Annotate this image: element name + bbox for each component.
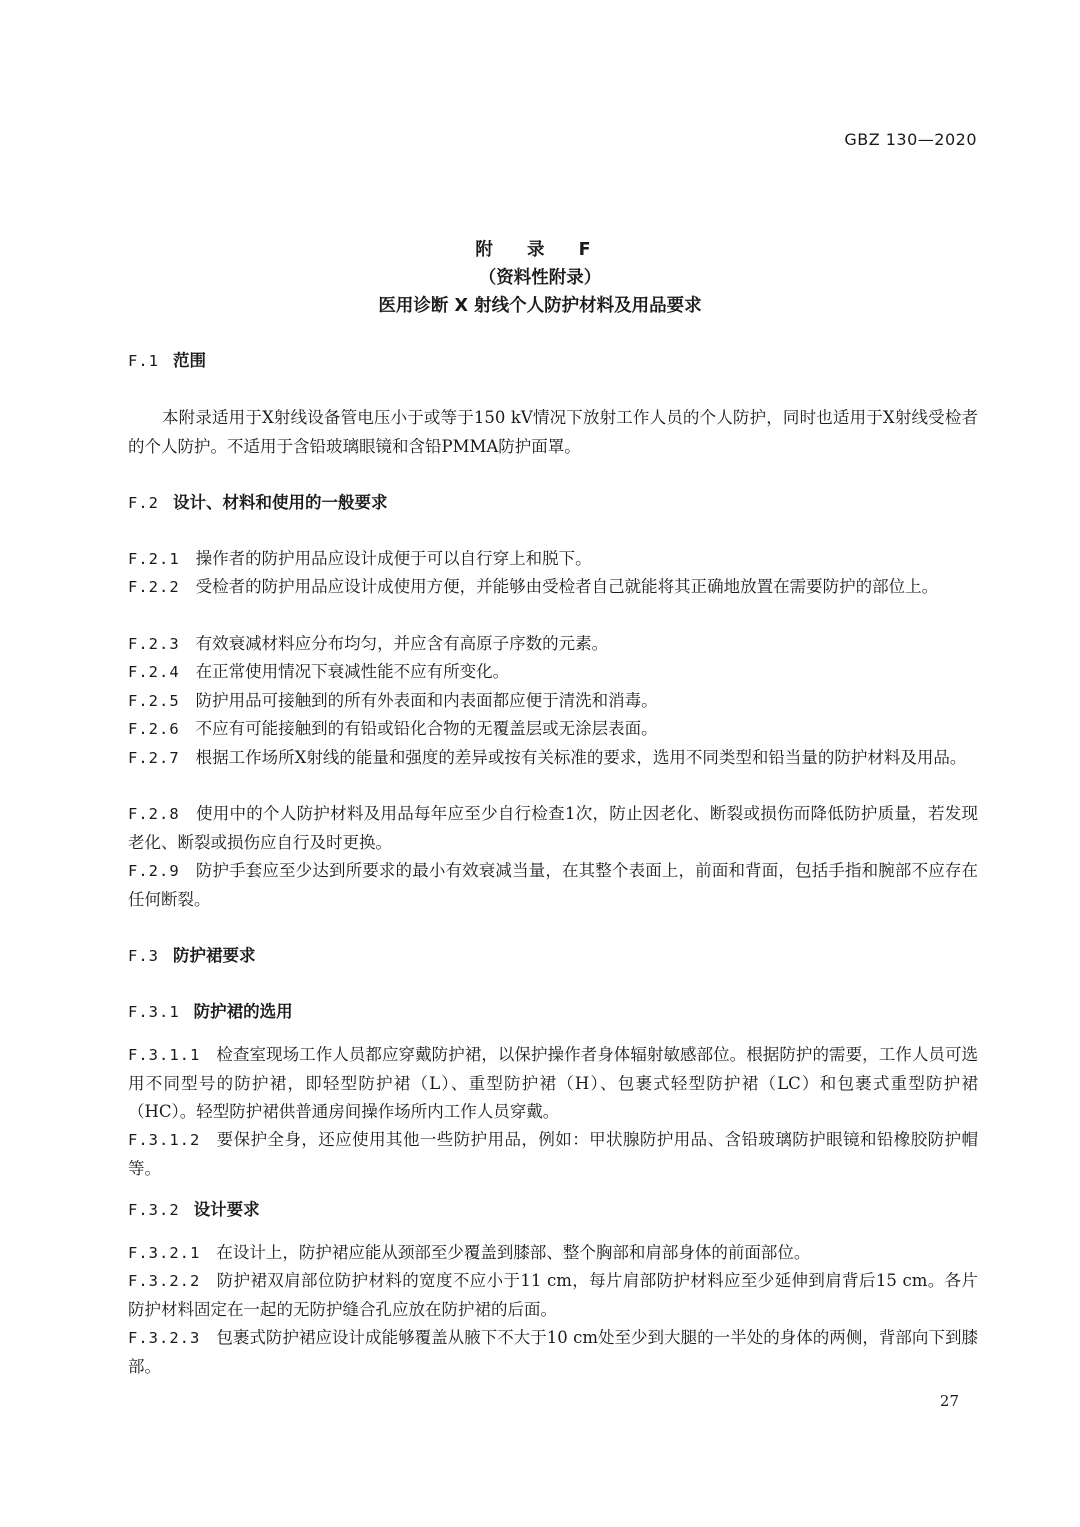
clause-text: 防护手套应至少达到所要求的最小有效衰减当量，在其整个表面上，前面和背面，包括手指和腕部不应存在任何断裂。 — [128, 861, 978, 909]
clause-number: F.3.1.2 — [128, 1131, 201, 1149]
section-title: 设计要求 — [193, 1200, 260, 1219]
clause-text: 根据工作场所X射线的能量和强度的差异或按有关标准的要求，选用不同类型和铅当量的防护材料及用品。 — [195, 748, 967, 767]
subsection-heading-f3-2 — [128, 1196, 978, 1224]
appendix-title: 附 录 F — [475, 240, 605, 260]
section-number: F.2 — [128, 494, 159, 512]
section-title: 范围 — [173, 351, 206, 370]
clause-number: F.2.7 — [128, 749, 180, 767]
clause-f3-1-1 — [128, 1041, 978, 1127]
clause-number: F.3.2.3 — [128, 1329, 201, 1347]
clause-number: F.2.2 — [128, 578, 180, 596]
clause-text: 操作者的防护用品应设计成便于可以自行穿上和脱下。 — [195, 549, 592, 568]
clause-f2-6 — [128, 715, 978, 744]
section-number: F.3.2 — [128, 1201, 180, 1219]
clause-text: 要保护全身，还应使用其他一些防护用品，例如：甲状腺防护用品、含铅玻璃防护眼镜和铅橡胶防护帽等。 — [128, 1130, 978, 1178]
clause-f2-9 — [128, 857, 978, 914]
clause-text: 使用中的个人防护材料及用品每年应至少自行检查1次，防止因老化、断裂或损伤而降低防护质量，若发现老化、断裂或损伤应自行及时更换。 — [128, 804, 978, 852]
clause-f2-4 — [128, 658, 978, 687]
clause-number: F.2.4 — [128, 663, 180, 681]
clause-number: F.3.2.2 — [128, 1272, 201, 1290]
clause-text: 有效衰减材料应分布均匀，并应含有高原子序数的元素。 — [195, 634, 609, 653]
clause-number: F.2.5 — [128, 692, 180, 710]
standard-code: GBZ 130—2020 — [844, 130, 977, 149]
section-title: 设计、材料和使用的一般要求 — [173, 493, 388, 512]
section-heading-f3 — [128, 942, 978, 970]
clause-text: 包裹式防护裙应设计成能够覆盖从腋下不大于10 cm处至少到大腿的一半处的身体的两侧，背部向下到膝部。 — [128, 1328, 978, 1376]
clause-f2-7 — [128, 744, 978, 773]
section-heading-f1 — [128, 347, 978, 375]
clause-number: F.2.1 — [128, 550, 180, 568]
clause-number: F.2.3 — [128, 635, 180, 653]
clause-text: 在正常使用情况下衰减性能不应有所变化。 — [195, 662, 510, 681]
appendix-subtitle: （资料性附录） — [478, 268, 602, 288]
clause-number: F.3.1.1 — [128, 1046, 201, 1064]
clause-f2-5 — [128, 687, 978, 716]
appendix-heading — [0, 236, 1080, 320]
clause-f2-3 — [128, 630, 978, 659]
clause-number: F.3.2.1 — [128, 1244, 201, 1262]
clause-f2-8 — [128, 800, 978, 857]
clause-f2-1 — [128, 545, 978, 574]
clause-text: 防护裙双肩部位防护材料的宽度不应小于11 cm，每片肩部防护材料应至少延伸到肩背后15 cm。各片防护材料固定在一起的无防护缝合孔应放在防护裙的后面。 — [128, 1271, 978, 1319]
subsection-heading-f3-1 — [128, 998, 978, 1026]
clause-number: F.2.8 — [128, 805, 180, 823]
clause-text: 在设计上，防护裙应能从颈部至少覆盖到膝部、整个胸部和肩部身体的前面部位。 — [216, 1243, 811, 1262]
clause-text: 受检者的防护用品应设计成使用方便，并能够由受检者自己就能将其正确地放置在需要防护的部位上。 — [195, 577, 939, 596]
appendix-name: 医用诊断 X 射线个人防护材料及用品要求 — [378, 296, 702, 316]
section-number: F.1 — [128, 352, 159, 370]
clause-f3-2-2 — [128, 1267, 978, 1324]
clause-text: 防护用品可接触到的所有外表面和内表面都应便于清洗和消毒。 — [195, 691, 658, 710]
clause-number: F.2.6 — [128, 720, 180, 738]
clause-f3-2-3 — [128, 1324, 978, 1381]
section-number: F.3.1 — [128, 1003, 180, 1021]
paragraph-f1-scope: 本附录适用于X射线设备管电压小于或等于150 kV情况下放射工作人员的个人防护，同时也适用于X射线受检者的个人防护。不适用于含铅玻璃眼镜和含铅PMMA防护面罩。 — [128, 408, 978, 456]
section-heading-f2 — [128, 489, 978, 517]
section-title: 防护裙要求 — [173, 946, 256, 965]
clause-f3-2-1 — [128, 1239, 978, 1268]
section-title: 防护裙的选用 — [193, 1002, 293, 1021]
section-number: F.3 — [128, 947, 159, 965]
clause-number: F.2.9 — [128, 862, 180, 880]
clause-text: 检查室现场工作人员都应穿戴防护裙，以保护操作者身体辐射敏感部位。根据防护的需要，工作人员可选用不同型号的防护裙，即轻型防护裙（L）、重型防护裙（H）、包裹式轻型防护裙（LC）和包裹式重型防护裙（HC）。轻型防护裙供普通房间操作场所内工作人员穿戴。 — [128, 1045, 978, 1121]
clause-text: 不应有可能接触到的有铅或铅化合物的无覆盖层或无涂层表面。 — [195, 719, 658, 738]
clause-f2-2 — [128, 573, 978, 602]
clause-f3-1-2 — [128, 1126, 978, 1183]
page-number: 27 — [939, 1392, 959, 1410]
